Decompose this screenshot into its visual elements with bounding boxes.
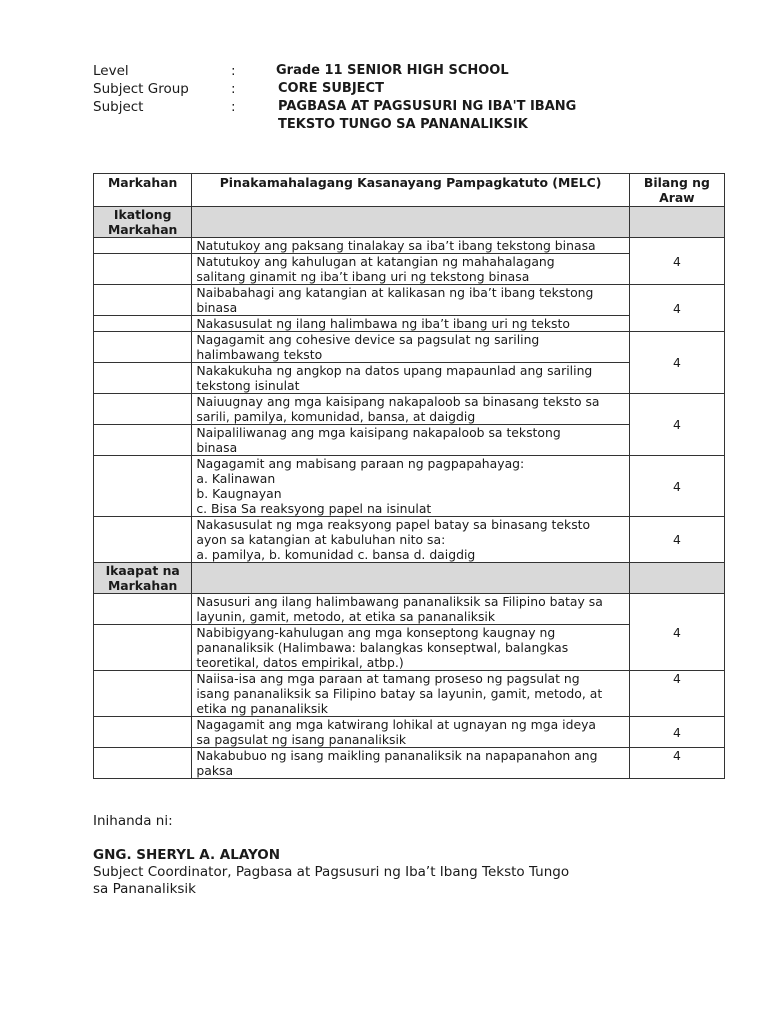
melc-cell: Nakasusulat ng ilang halimbawa ng iba’t ibang uri ng teksto [192, 316, 629, 332]
days-cell: 4 [629, 671, 724, 717]
subject-group-colon: : [231, 81, 236, 97]
days-cell: 4 [629, 238, 724, 285]
subject-row-cont [93, 116, 733, 134]
days-cell: 4 [629, 517, 724, 563]
header-bilang-line2: Araw [659, 190, 695, 205]
melc-cell: Naiuugnay ang mga kaisipang nakapaloob sa binasang teksto sa sarili, pamilya, komunidad, bansa, at daigdig [192, 394, 629, 425]
table-header-row [94, 174, 725, 207]
days-cell: 4 [629, 594, 724, 671]
subject-group-value: CORE SUBJECT [278, 81, 384, 96]
melc-cell: Naipaliliwanag ang mga kaisipang nakapaloob sa tekstong binasa [192, 425, 629, 456]
signatory-title-line2: sa Pananaliksik [93, 881, 196, 897]
melc-cell: Naibabahagi ang katangian at kalikasan ng iba’t ibang tekstong binasa [192, 285, 629, 316]
table-row [94, 394, 725, 425]
level-colon: : [231, 63, 236, 79]
days-cell: 4 [629, 717, 724, 748]
level-label: Level [93, 63, 129, 79]
level-row [93, 62, 733, 80]
quarter-label-line2: Markahan [107, 578, 178, 593]
subject-group-row [93, 80, 733, 98]
level-value: Grade 11 SENIOR HIGH SCHOOL [276, 63, 509, 78]
quarter-label [94, 563, 192, 594]
subject-colon: : [231, 99, 236, 115]
subject-group-label: Subject Group [93, 81, 189, 97]
melc-cell: Nabibigyang-kahulugan ang mga konseptong kaugnay ng pananaliksik (Halimbawa: balangkas konseptwal, balangkas teoretikal, datos empirikal, atbp.) [192, 625, 629, 671]
subject-row [93, 98, 733, 116]
melc-cell: Nakakukuha ng angkop na datos upang mapaunlad ang sariling tekstong isinulat [192, 363, 629, 394]
table-row [94, 594, 725, 625]
document-header [93, 62, 733, 134]
signatory-name: GNG. SHERYL A. ALAYON [93, 847, 281, 863]
melc-cell: Nagagamit ang mga katwirang lohikal at ugnayan ng mga ideya sa pagsulat ng isang pananaliksik [192, 717, 629, 748]
table-row [94, 748, 725, 779]
header-bilang-line1: Bilang ng [643, 175, 710, 190]
table-row [94, 456, 725, 517]
melc-cell: Nakabubuo ng isang maikling pananaliksik na napapanahon ang paksa [192, 748, 629, 779]
header-melc: Pinakamahalagang Kasanayang Pampagkatuto (MELC) [192, 174, 629, 207]
subject-label: Subject [93, 99, 144, 115]
subject-value-line1: PAGBASA AT PAGSUSURI NG IBA'T IBANG [278, 99, 577, 114]
table-row [94, 517, 725, 563]
days-cell: 4 [629, 332, 724, 394]
table-row [94, 238, 725, 254]
quarter-label [94, 207, 192, 238]
quarter-label-line1: Ikaapat na [105, 563, 180, 578]
signatory-title-line1: Subject Coordinator, Pagbasa at Pagsusuri ng Iba’t Ibang Teksto Tungo [93, 864, 570, 880]
melc-cell: Nakasusulat ng mga reaksyong papel batay sa binasang teksto ayon sa katangian at kabuluhan nito sa: a. pamilya, b. komunidad c. bansa d. daigdig [192, 517, 629, 563]
melc-cell: Nagagamit ang cohesive device sa pagsulat ng sariling halimbawang teksto [192, 332, 629, 363]
quarter-label-line1: Ikatlong [113, 207, 172, 222]
melc-table [93, 173, 725, 779]
table-row [94, 285, 725, 316]
melc-cell: Natutukoy ang kahulugan at katangian ng mahahalagang salitang ginamit ng iba’t ibang uri ng tekstong binasa [192, 254, 629, 285]
subject-value-line2: TEKSTO TUNGO SA PANANALIKSIK [278, 117, 528, 132]
table-row [94, 717, 725, 748]
melc-cell: Naiisa-isa ang mga paraan at tamang proseso ng pagsulat ng isang pananaliksik sa Filipino batay sa layunin, gamit, metodo, at etika ng pananaliksik [192, 671, 629, 717]
melc-cell: Nasusuri ang ilang halimbawang pananaliksik sa Filipino batay sa layunin, gamit, metodo, at etika sa pananaliksik [192, 594, 629, 625]
header-markahan: Markahan [94, 174, 192, 207]
prepared-by-label: Inihanda ni: [93, 813, 173, 829]
quarter-row-ikaapat [94, 563, 725, 594]
table-row [94, 671, 725, 717]
days-cell: 4 [629, 394, 724, 456]
melc-cell: Nagagamit ang mabisang paraan ng pagpapahayag: a. Kalinawan b. Kaugnayan c. Bisa Sa reaksyong papel na isinulat [192, 456, 629, 517]
melc-cell: Natutukoy ang paksang tinalakay sa iba’t ibang tekstong binasa [192, 238, 629, 254]
header-bilang [629, 174, 724, 207]
days-cell: 4 [629, 748, 724, 779]
signature-block [93, 847, 733, 898]
table-row [94, 332, 725, 363]
days-cell: 4 [629, 285, 724, 332]
quarter-row-ikatlong [94, 207, 725, 238]
days-cell: 4 [629, 456, 724, 517]
quarter-label-line2: Markahan [107, 222, 178, 237]
